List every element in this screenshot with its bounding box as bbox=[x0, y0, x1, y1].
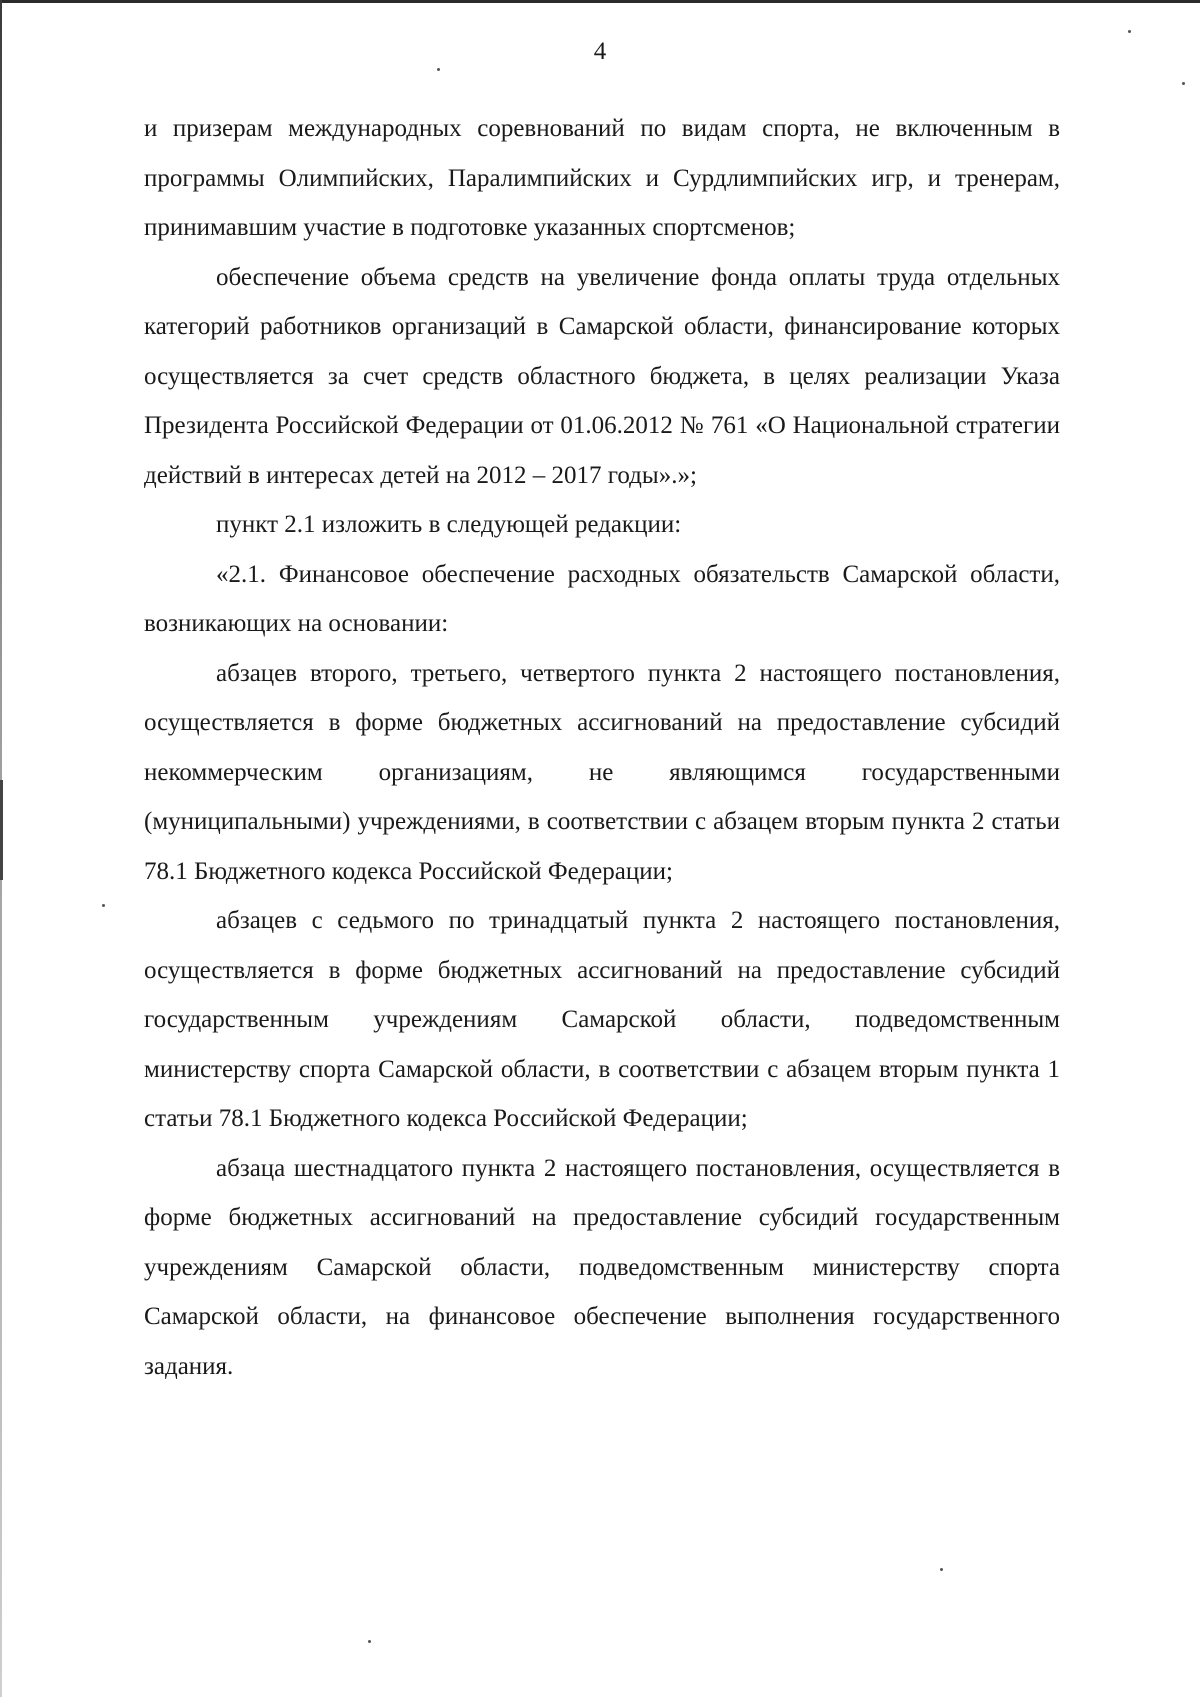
scan-speck bbox=[1128, 30, 1131, 33]
scan-left-edge-mark bbox=[0, 780, 3, 880]
paragraph-state-assignment: абзаца шестнадцатого пункта 2 настоящего постановления, осуществляется в форме бюджетных ассигнований на предоставление субсидий государственным учреждениям Самарской области, подведомственным министерству спорта Самарской области, на финансовое обеспечение выполнения государственного задания. bbox=[144, 1154, 1060, 1380]
scan-speck bbox=[940, 1568, 943, 1571]
paragraph-salary-fund: обеспечение объема средств на увеличение фонда оплаты труда отдельных категорий работников организаций в Самарской области, финансирование которых осуществляется за счет средств областного бюджета, в целях реализации Указа Президента Российской Федерации от 01.06.2012 № 761 «О Национальной стратегии действий в интересах детей на 2012 – 2017 годы».»; bbox=[144, 263, 1060, 489]
scan-speck bbox=[102, 904, 105, 907]
page-number: 4 bbox=[593, 38, 607, 65]
paragraph-subsidies-state-institutions: абзацев с седьмого по тринадцатый пункта 2 настоящего постановления, осуществляется в форме бюджетных ассигнований на предоставление субсидий государственным учреждениям Самарской области, подведомственным министерству спорта Самарской области, в соответствии с абзацем вторым пункта 1 статьи 78.1 Бюджетного кодекса Российской Федерации; bbox=[144, 907, 1060, 1132]
paragraph-clause-2-1: «2.1. Финансовое обеспечение расходных обязательств Самарской области, возникающих на основании: bbox=[144, 560, 1060, 637]
paragraph-continuation: и призерам международных соревнований по видам спорта, не включенным в программы Олимпийских, Паралимпийских и Сурдлимпийских игр, и тренерам, принимавшим участие в подготовке указанных спортсменов; bbox=[144, 115, 1060, 241]
scan-speck bbox=[1182, 82, 1185, 85]
scan-speck bbox=[437, 68, 440, 71]
paragraph-subsidies-nonprofit: абзацев второго, третьего, четвертого пункта 2 настоящего постановления, осуществляется в форме бюджетных ассигнований на предоставление субсидий некоммерческим организациям, не являющимся государственными (муниципальными) учреждениями, в соответствии с абзацем вторым пункта 2 статьи 78.1 Бюджетного кодекса Российской Федерации; bbox=[144, 659, 1060, 885]
paragraph-amendment-intro: пункт 2.1 изложить в следующей редакции: bbox=[216, 511, 682, 538]
scan-top-edge bbox=[0, 0, 1200, 3]
scan-speck bbox=[368, 1640, 371, 1643]
document-body bbox=[144, 104, 1060, 1391]
